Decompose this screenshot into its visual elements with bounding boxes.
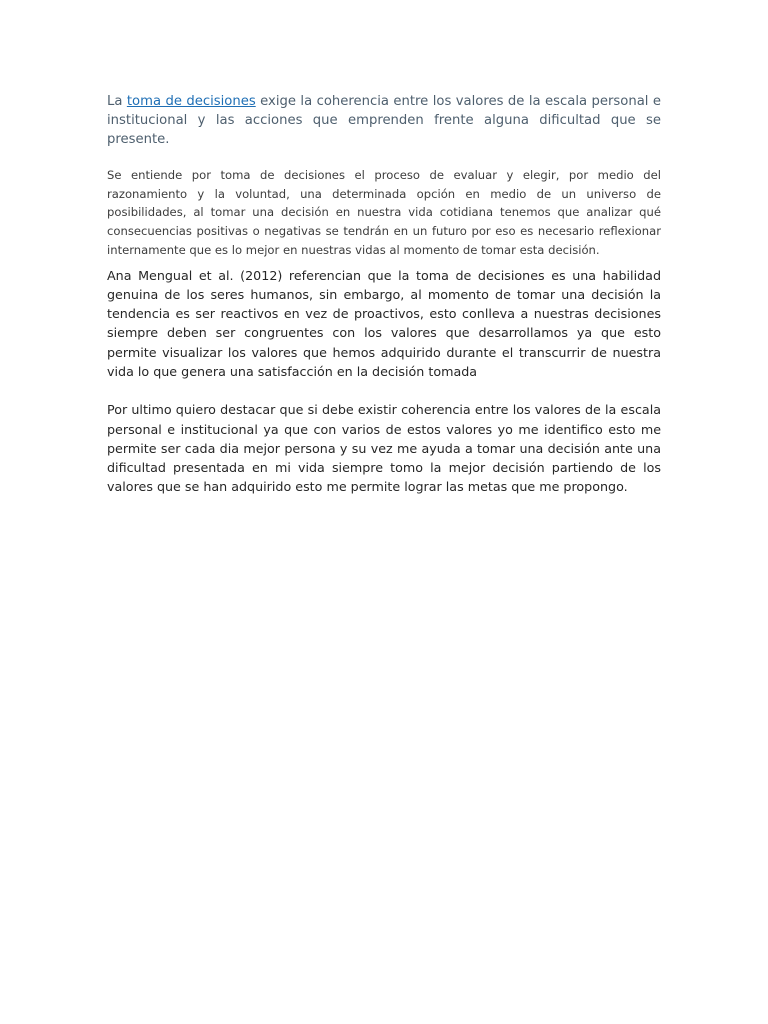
citation-paragraph: Ana Mengual et al. (2012) referencian que la toma de decisiones es una habilidad genuina de los seres humanos, sin embargo, al momento de tomar una decisión la tendencia es ser reactivos en vez de proactivos, esto conlleva a nuestras decisiones siempre deben ser congruentes con los valores que desarrollamos ya que esto permite visualizar los valores que hemos adquirido durante el transcurrir de nuestra vida lo que genera una satisfacción en la decisión tomada — [107, 267, 661, 379]
conclusion-paragraph: Por ultimo quiero destacar que si debe existir coherencia entre los valores de la escala personal e institucional ya que con varios de estos valores yo me identifico esto me permite ser cada dia mejor persona y su vez me ayuda a tomar una decisión ante una dificultad presentada en mi vida siempre tomo la mejor decisión partiendo de los valores que se han adquirido esto me permite lograr las metas que me propongo. — [107, 402, 661, 495]
toma-de-decisiones-link[interactable]: toma de decisiones — [126, 94, 256, 109]
intro-paragraph — [107, 92, 661, 149]
intro-prefix: La — [107, 94, 127, 109]
definition-paragraph: Se entiende por toma de decisiones el proceso de evaluar y elegir, por medio del razonamiento y la voluntad, una determinada opción en medio de un universo de posibilidades, al tomar una decisión en nuestra vida cotidiana tenemos que analizar qué consecuencias positivas o negativas se tendrán en un futuro por eso es necesario reflexionar internamente que es lo mejor en nuestras vidas al momento de tomar esta decisión. — [107, 168, 661, 257]
intro-suffix: exige la coherencia entre los valores de la escala personal e institucional y las acciones que emprenden frente alguna dificultad que se presente. — [107, 94, 661, 147]
document-page — [107, 92, 661, 497]
